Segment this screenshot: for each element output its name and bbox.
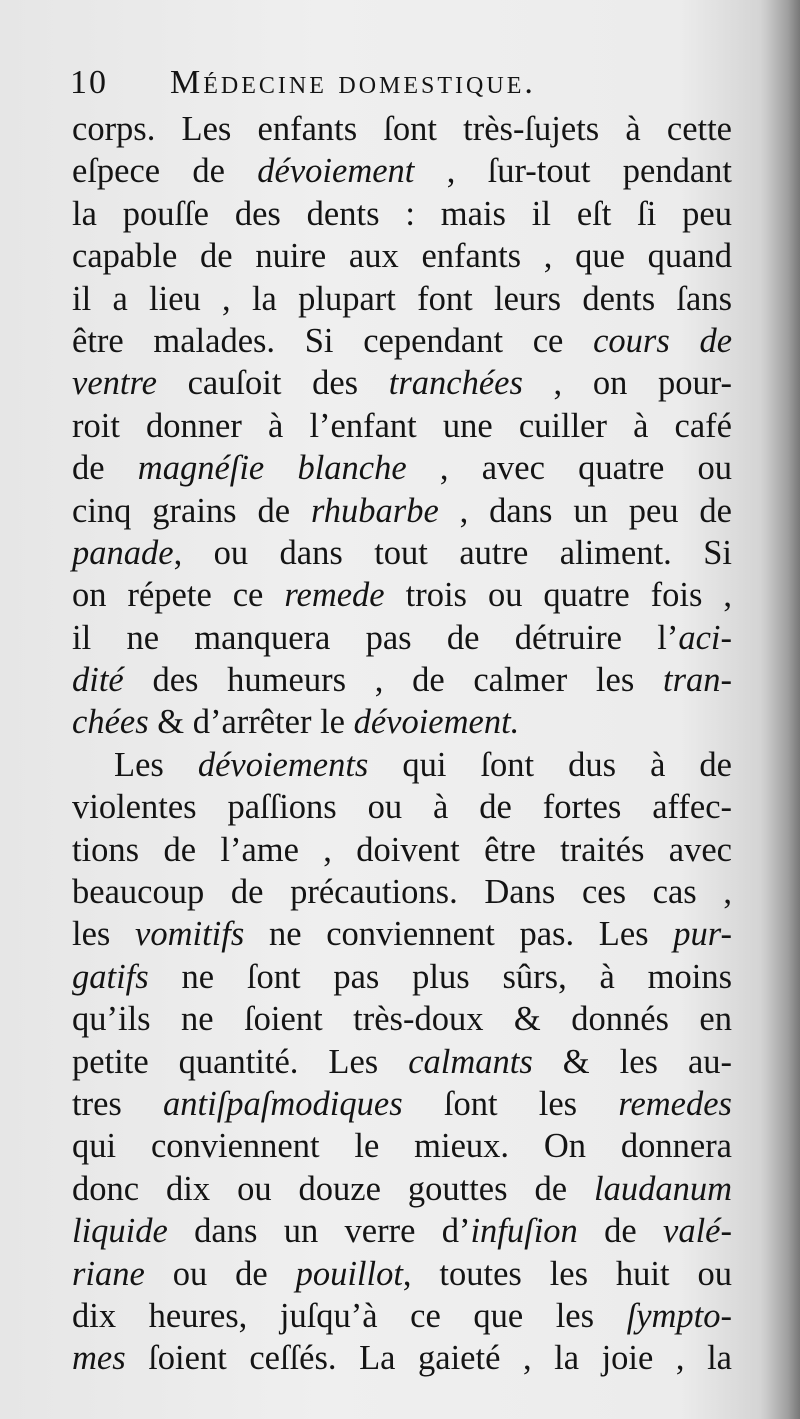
italic-text: cours de	[593, 321, 733, 360]
italic-text: pur-	[673, 915, 732, 954]
text-segment: petite quantité. Les	[72, 1042, 409, 1081]
body-text	[72, 108, 732, 1380]
text-segment: ne ſont pas plus sûrs, à moins	[148, 957, 732, 996]
text-segment: de	[72, 449, 138, 488]
text-segment: être malades. Si cependant ce	[72, 321, 594, 360]
text-segment: & les au-	[532, 1042, 732, 1081]
text-segment: donc dix ou douze gouttes de	[72, 1169, 594, 1208]
italic-text: panade	[72, 533, 174, 572]
text-line	[72, 659, 732, 701]
text-line	[72, 701, 732, 743]
text-segment: capable de nuire aux enfants , que quand	[72, 237, 732, 276]
text-line	[72, 574, 732, 616]
text-segment: tions de l’ame , doivent être traités avec	[72, 830, 732, 869]
italic-text: ſympto-	[626, 1296, 732, 1335]
text-segment: ſont les	[402, 1084, 619, 1123]
text-line	[72, 1295, 732, 1337]
text-segment: dans un verre d’	[167, 1212, 471, 1251]
text-line	[72, 150, 732, 192]
text-line	[72, 362, 732, 404]
text-line	[72, 1253, 732, 1295]
text-segment: ſoient ceſſés. La gaieté , la joie , la	[125, 1339, 732, 1378]
text-segment: on répete ce	[72, 576, 285, 615]
text-segment: ne conviennent pas. Les	[244, 915, 674, 954]
text-segment: cinq grains de	[72, 491, 311, 530]
italic-text: dité	[72, 661, 124, 700]
spine-shadow	[760, 0, 800, 1419]
text-segment: qui conviennent le mieux. On donnera	[72, 1127, 732, 1166]
text-segment: beaucoup de précautions. Dans ces cas ,	[72, 873, 732, 912]
italic-text: aci-	[678, 618, 732, 657]
text-segment: , ſur-tout pendant	[414, 152, 732, 191]
italic-text: mes	[72, 1339, 126, 1378]
text-line	[72, 1041, 732, 1083]
italic-text: gatifs	[72, 957, 149, 996]
text-segment: tres	[72, 1084, 164, 1123]
running-head	[70, 58, 730, 108]
text-segment: & d’arrêter le	[148, 703, 354, 742]
italic-text: dévoiement	[257, 152, 415, 191]
text-segment: dix heures, juſqu’à ce que les	[72, 1296, 627, 1335]
text-segment: , toutes les huit ou	[402, 1254, 732, 1293]
text-segment: il ne manquera pas de détruire l’	[72, 618, 679, 657]
text-line	[72, 871, 732, 913]
italic-text: dévoiements	[197, 745, 369, 784]
italic-text: chées	[72, 703, 149, 742]
text-segment: la pouſſe des dents : mais il eſt ſi peu	[72, 194, 732, 233]
italic-text: vomitifs	[135, 915, 245, 954]
text-segment: des humeurs , de calmer les	[123, 661, 663, 700]
text-segment: de	[577, 1212, 664, 1251]
text-line	[72, 532, 732, 574]
italic-text: tranchées	[388, 364, 523, 403]
italic-text: laudanum	[594, 1169, 732, 1208]
text-segment: Les	[114, 745, 198, 784]
italic-text: pouillot	[295, 1254, 403, 1293]
italic-text: calmants	[408, 1042, 533, 1081]
text-line	[72, 998, 732, 1040]
text-segment: il a lieu , la plupart font leurs dents ſans	[72, 279, 732, 318]
text-segment: eſpece de	[72, 152, 258, 191]
text-line	[72, 320, 732, 362]
text-segment: cauſoit des	[156, 364, 389, 403]
text-segment: , ou dans tout autre aliment. Si	[173, 533, 732, 572]
text-segment: , dans un peu de	[438, 491, 732, 530]
italic-text: remedes	[618, 1084, 732, 1123]
text-line	[72, 1083, 732, 1125]
text-segment: , on pour-	[522, 364, 732, 403]
text-line	[72, 956, 732, 998]
running-title: Médecine domestique.	[170, 64, 536, 101]
text-segment: corps. Les enfants ſont très-ſujets à cette	[72, 110, 732, 148]
text-line	[72, 1168, 732, 1210]
text-line	[72, 913, 732, 955]
text-line	[72, 617, 732, 659]
italic-text: dévoiement.	[353, 703, 520, 742]
text-line	[72, 405, 732, 447]
text-line	[72, 193, 732, 235]
italic-text: antiſpaſmodiques	[163, 1084, 403, 1123]
italic-text: infuſion	[470, 1212, 578, 1251]
italic-text: tran-	[663, 661, 732, 700]
italic-text: liquide	[72, 1212, 168, 1251]
text-line	[72, 278, 732, 320]
italic-text: riane	[72, 1254, 145, 1293]
text-segment: trois ou quatre fois ,	[384, 576, 732, 615]
text-line	[72, 108, 732, 150]
text-line	[72, 1337, 732, 1379]
text-line	[72, 235, 732, 277]
text-segment: qu’ils ne ſoient très-doux & donnés en	[72, 1000, 732, 1039]
text-line	[72, 744, 732, 786]
italic-text: rhubarbe	[310, 491, 439, 530]
text-segment: violentes paſſions ou à de fortes affec-	[72, 788, 732, 827]
text-line	[72, 447, 732, 489]
text-line	[72, 490, 732, 532]
text-line	[72, 1210, 732, 1252]
text-segment: roit donner à l’enfant une cuiller à café	[72, 406, 732, 445]
text-segment: qui ſont dus à de	[368, 745, 732, 784]
text-line	[72, 786, 732, 828]
text-segment: les	[72, 915, 136, 954]
text-segment: , avec quatre ou	[406, 449, 733, 488]
italic-text: valé-	[663, 1212, 732, 1251]
italic-text: magnéſie blanche	[137, 449, 407, 488]
italic-text: ventre	[72, 364, 157, 403]
text-segment: ou de	[144, 1254, 296, 1293]
text-line	[72, 829, 732, 871]
page-number: 10	[70, 64, 108, 101]
text-line	[72, 1125, 732, 1167]
italic-text: remede	[284, 576, 385, 615]
